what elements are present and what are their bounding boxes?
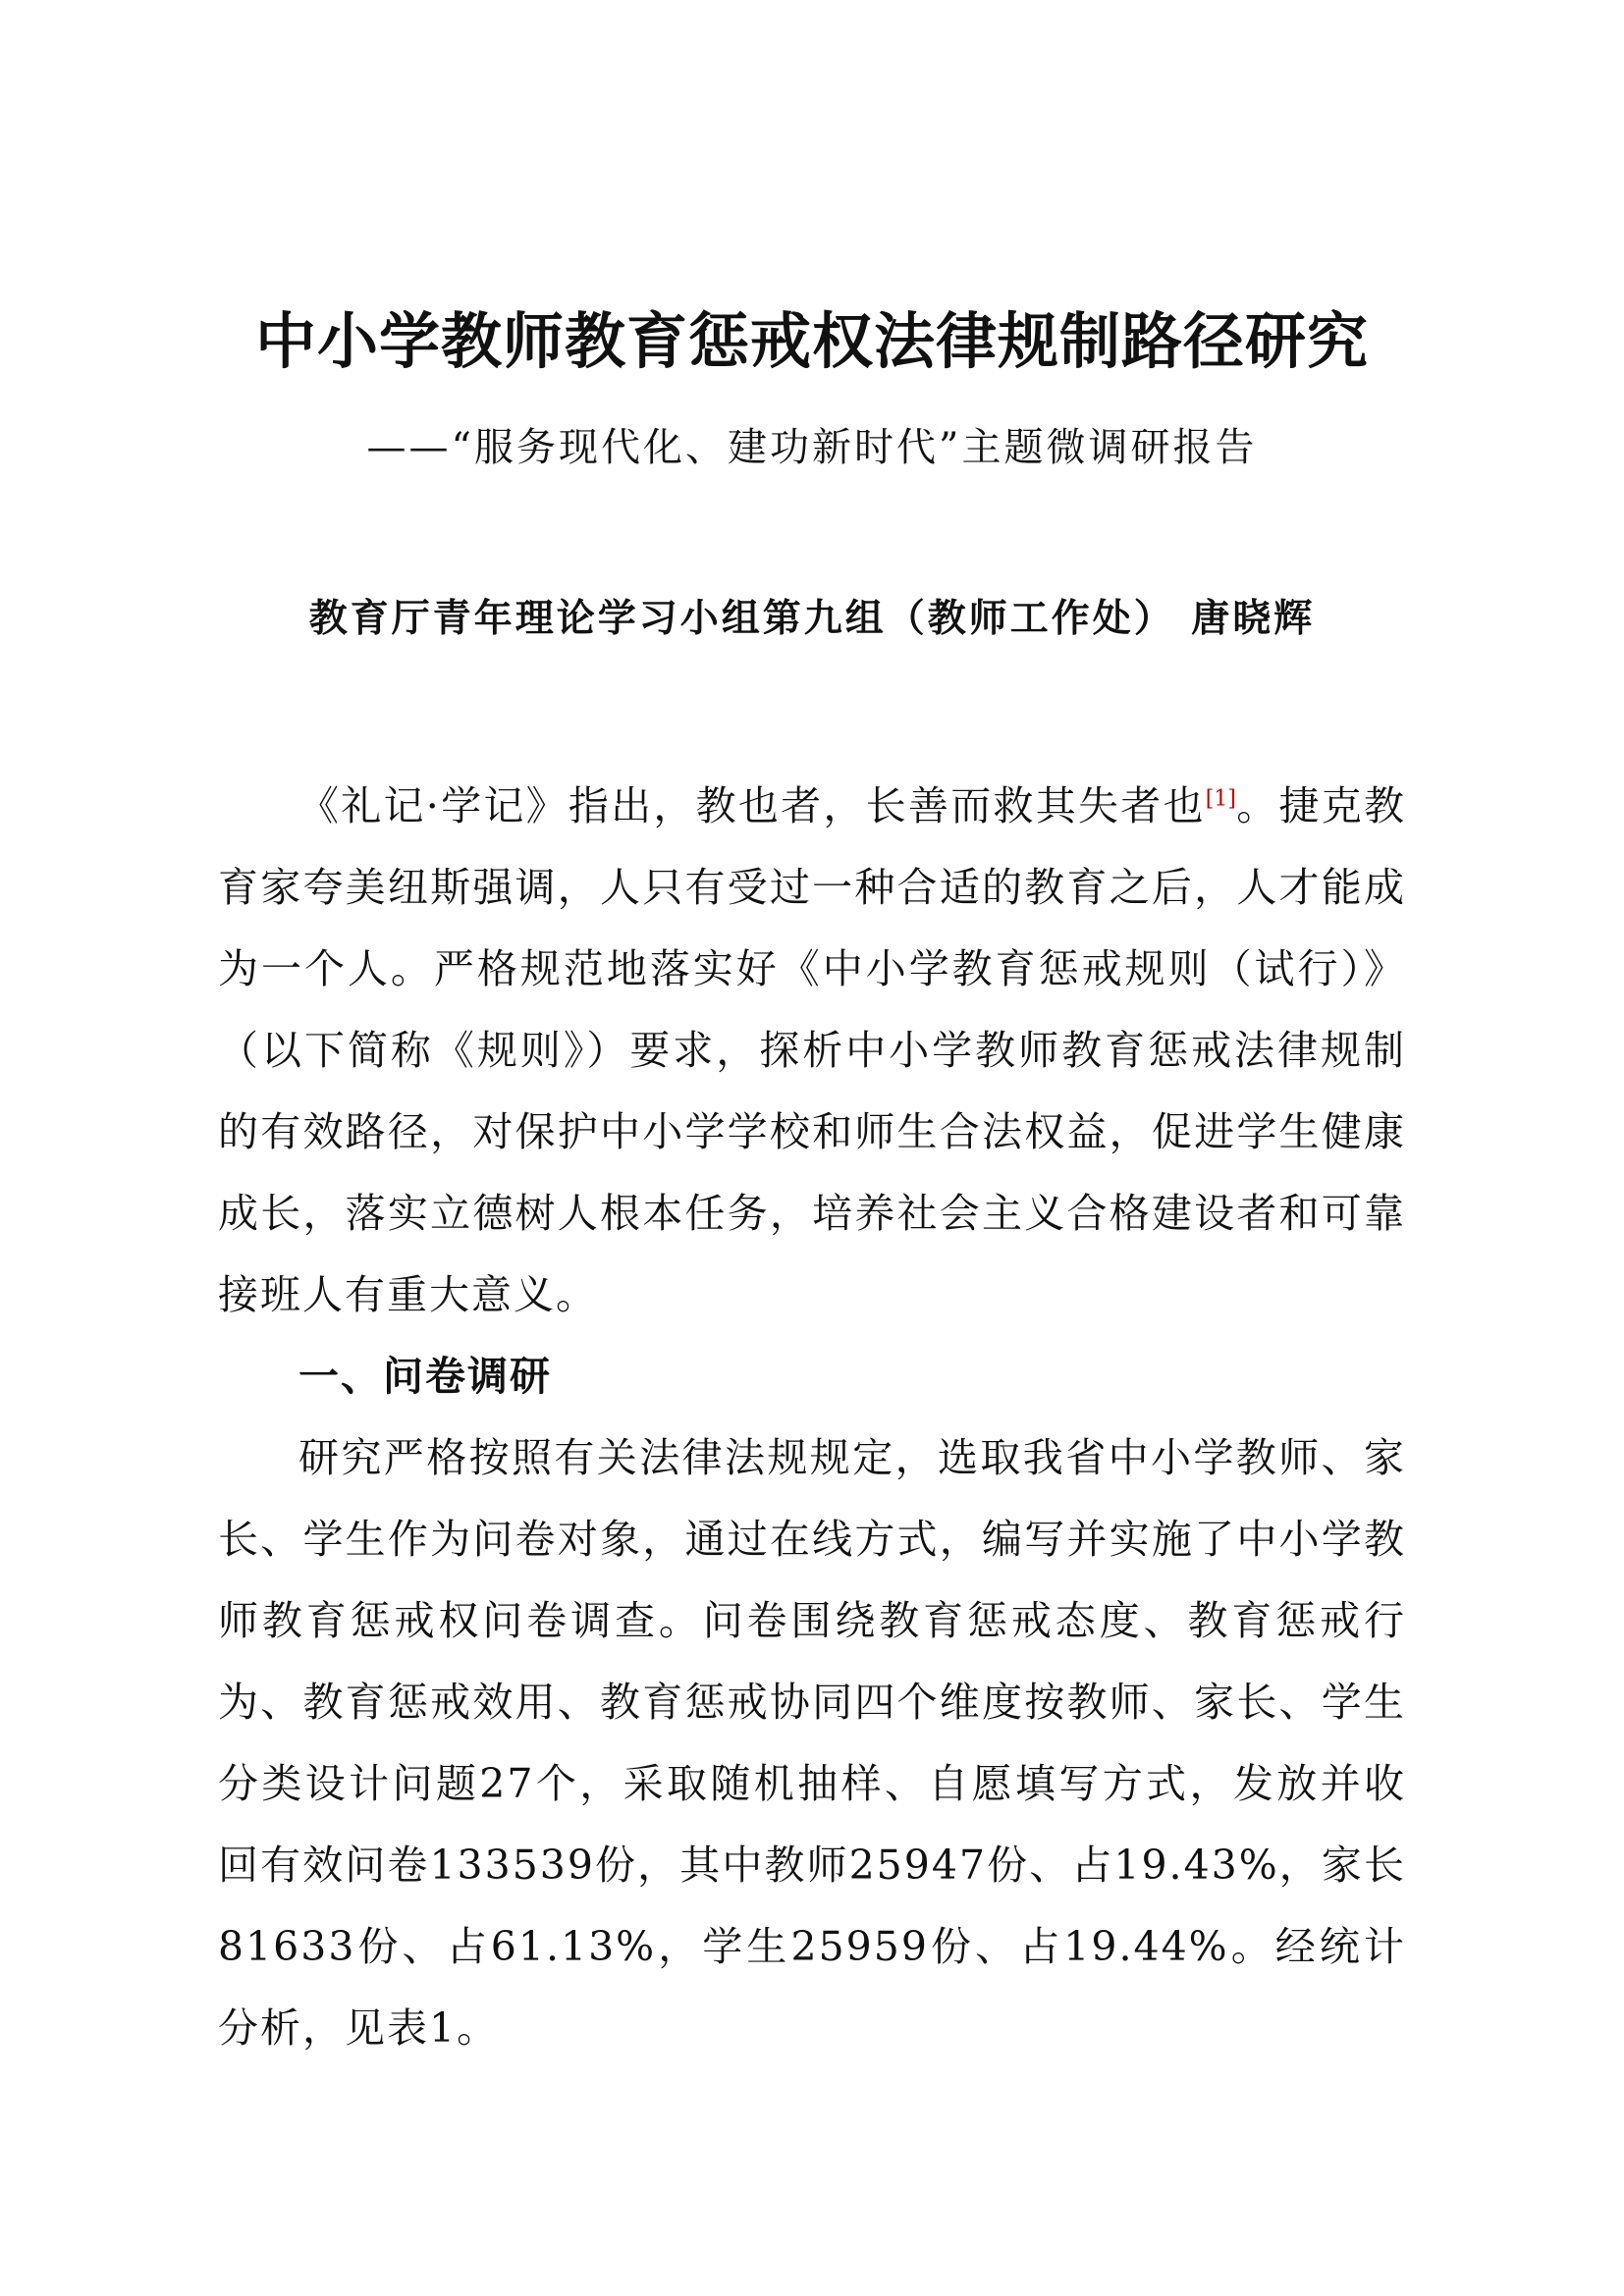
section-paragraph: 研究严格按照有关法律法规规定，选取我省中小学教师、家长、学生作为问卷对象，通过在线方式，编写并实施了中小学教师教育惩戒权问卷调查。问卷围绕教育惩戒态度、教育惩戒行为、教育惩戒效用、教育惩戒协同四个维度按教师、家长、学生分类设计问题27个，采取随机抽样、自愿填写方式，发放并收回有效问卷133539份，其中教师25947份、占19.43%，家长81633份、占61.13%，学生25959份、占19.44%。经统计分析，见表1。 bbox=[218, 1434, 1406, 2052]
intro-text-part1: 《礼记·学记》指出，教也者，长善而救其失者也 bbox=[298, 782, 1206, 829]
intro-text-part2: 。捷克教育家夸美纽斯强调，人只有受过一种合适的教育之后，人才能成为一个人。严格规范地落实好《中小学教育惩戒规则（试行）》（以下简称《规则》）要求，探析中小学教师教育惩戒法律规制的有效路径，对保护中小学学校和师生合法权益，促进学生健康成长，落实立德树人根本任务，培养社会主义合格建设者和可靠接班人有重大意义。 bbox=[218, 782, 1407, 1318]
document-body bbox=[218, 766, 1406, 2069]
document-author: 教育厅青年理论学习小组第九组（教师工作处） 唐晓辉 bbox=[308, 596, 1316, 641]
document-subtitle: ——“服务现代化、建功新时代”主题微调研报告 bbox=[366, 425, 1258, 470]
footnote-reference[interactable]: [1] bbox=[1205, 786, 1236, 812]
intro-paragraph bbox=[218, 766, 1406, 1336]
section-heading: 一、问卷调研 bbox=[298, 1353, 552, 1400]
document-title: 中小学教师教育惩戒权法律规制路径研究 bbox=[254, 305, 1369, 377]
